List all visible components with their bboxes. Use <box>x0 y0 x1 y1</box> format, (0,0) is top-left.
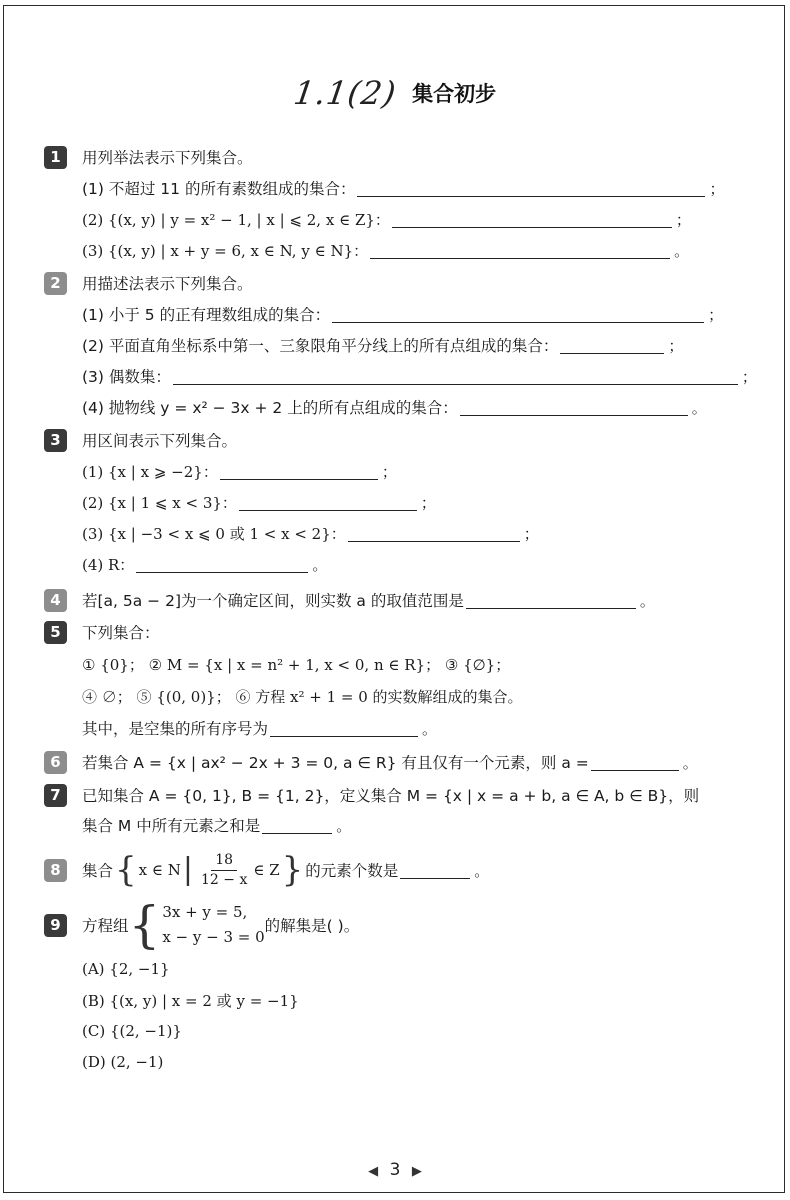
answer-blank[interactable] <box>400 861 470 879</box>
question-8-suffix: 的元素个数是 <box>305 862 399 880</box>
triangle-right-icon: ▶ <box>411 1164 422 1179</box>
equation-system <box>128 896 265 954</box>
item-label: (1) 小于 5 的正有理数组成的集合： <box>82 306 331 324</box>
item-punctuation: 。 <box>691 398 707 417</box>
question-8-prefix: 集合 <box>82 862 114 880</box>
item-punctuation: ； <box>420 493 436 512</box>
answer-blank[interactable] <box>357 179 705 197</box>
option-text: (A) {2, −1} <box>82 960 170 978</box>
question-5-badge: 5 <box>44 621 67 644</box>
item-punctuation: ； <box>709 179 725 198</box>
question-1-item-1 <box>44 175 760 201</box>
question-9-prefix: 方程组 <box>82 917 129 935</box>
question-6 <box>44 749 760 775</box>
item-label: (2) {x | 1 ⩽ x < 3}： <box>82 493 237 512</box>
answer-blank[interactable] <box>466 591 636 609</box>
page-footer <box>0 1160 790 1180</box>
question-2-item-1 <box>44 301 760 327</box>
question-9-option-a[interactable] <box>44 956 760 982</box>
question-7-line-1 <box>44 782 760 808</box>
item-punctuation: ； <box>668 336 684 355</box>
equation-2: x − y − 3 = 0 <box>162 928 265 946</box>
question-7-badge: 7 <box>44 784 67 807</box>
question-5-options-2: ④ ∅； ⑤ {(0, 0)}； ⑥ 方程 x² + 1 = 0 的实数解组成的集合。 <box>82 687 523 706</box>
item-punctuation: 。 <box>474 861 490 880</box>
set-condition: ∈ Z <box>253 861 280 879</box>
item-punctuation: ； <box>708 305 724 324</box>
item-label: (2) {(x, y) | y = x² − 1, | x | ⩽ 2, x ∈ Z}： <box>82 210 390 229</box>
item-punctuation: 。 <box>639 591 655 610</box>
answer-blank[interactable] <box>392 210 672 228</box>
item-punctuation: 。 <box>682 753 698 772</box>
question-9-option-d[interactable] <box>44 1049 760 1075</box>
item-punctuation: 。 <box>674 241 690 260</box>
answer-blank[interactable] <box>270 719 418 737</box>
answer-blank[interactable] <box>136 555 308 573</box>
question-4-text: 若[a, 5a − 2]为一个确定区间，则实数 a 的取值范围是 <box>82 592 464 610</box>
option-text: (D) (2, −1) <box>82 1053 164 1071</box>
item-label: (1) {x | x ⩾ −2}： <box>82 462 218 481</box>
item-punctuation: 。 <box>312 555 328 574</box>
set-bar: | <box>182 852 193 887</box>
question-5-options-1: ① {0}； ② M = {x | x = n² + 1, x < 0, n ∈ R}； ③ {∅}； <box>82 655 511 674</box>
question-5-line-3 <box>44 715 760 741</box>
answer-blank[interactable] <box>348 524 520 542</box>
question-9-badge: 9 <box>44 914 67 937</box>
item-punctuation: ； <box>675 210 691 229</box>
answer-blank[interactable] <box>173 367 738 385</box>
question-4-badge: 4 <box>44 589 67 612</box>
question-9-option-c[interactable] <box>44 1018 760 1044</box>
item-label: (2) 平面直角坐标系中第一、三象限角平分线上的所有点组成的集合： <box>82 337 559 355</box>
question-3-text: 用区间表示下列集合。 <box>82 432 238 450</box>
item-punctuation: ； <box>741 367 757 386</box>
left-brace: { <box>115 850 137 890</box>
item-punctuation: ； <box>523 524 539 543</box>
section-number: 1.1(2) <box>291 74 399 112</box>
question-3-item-2 <box>44 489 760 515</box>
question-6-text: 若集合 A = {x | ax² − 2x + 3 = 0, a ∈ R} 有且仅有一个元素，则 a = <box>82 754 589 772</box>
question-5-prompt: 其中，是空集的所有序号为 <box>82 720 269 738</box>
question-8-badge: 8 <box>44 859 67 882</box>
question-5-line-1 <box>44 651 760 677</box>
triangle-left-icon: ◀ <box>368 1164 379 1179</box>
section-heading: 集合初步 <box>412 82 497 106</box>
answer-blank[interactable] <box>560 336 664 354</box>
question-1-stem <box>44 144 760 170</box>
question-7-line-2 <box>44 812 760 838</box>
question-7-prompt: 集合 M 中所有元素之和是 <box>82 817 261 835</box>
question-7-text: 已知集合 A = {0, 1}, B = {1, 2}，定义集合 M = {x | x = a + b, a ∈ A, b ∈ B}，则 <box>82 787 700 805</box>
item-punctuation: ； <box>381 462 397 481</box>
question-1-badge: 1 <box>44 146 67 169</box>
answer-blank[interactable] <box>262 816 332 834</box>
item-label: (4) R： <box>82 555 135 574</box>
question-5-line-2 <box>44 683 760 709</box>
item-label: (3) {(x, y) | x + y = 6, x ∈ N, y ∈ N}： <box>82 241 369 260</box>
fraction <box>201 851 247 890</box>
fraction-denominator: 12 − x <box>201 871 248 888</box>
question-2-item-3 <box>44 363 760 389</box>
question-9-suffix: 的解集是( )。 <box>264 917 360 935</box>
question-5-text: 下列集合： <box>82 624 160 642</box>
item-label: (3) 偶数集： <box>82 368 171 386</box>
question-6-badge: 6 <box>44 751 67 774</box>
question-9-stem <box>44 898 760 952</box>
question-2-item-4 <box>44 394 760 420</box>
item-punctuation: 。 <box>336 816 352 835</box>
question-2-stem <box>44 270 760 296</box>
question-9-option-b[interactable] <box>44 987 760 1013</box>
option-text: (B) {(x, y) | x = 2 或 y = −1} <box>82 991 299 1010</box>
question-5-stem <box>44 619 760 645</box>
page-number: 3 <box>389 1160 401 1180</box>
right-brace: } <box>281 850 304 890</box>
answer-blank[interactable] <box>460 398 688 416</box>
set-variable: x ∈ N <box>138 861 181 879</box>
answer-blank[interactable] <box>220 462 378 480</box>
system-brace: { <box>128 896 161 954</box>
question-1-text: 用列举法表示下列集合。 <box>82 149 253 167</box>
question-3-item-3 <box>44 520 760 546</box>
question-2-text: 用描述法表示下列集合。 <box>82 275 253 293</box>
option-text: (C) {(2, −1)} <box>82 1022 182 1040</box>
question-3-badge: 3 <box>44 429 67 452</box>
item-label: (4) 抛物线 y = x² − 3x + 2 上的所有点组成的集合： <box>82 399 458 417</box>
question-2-badge: 2 <box>44 272 67 295</box>
question-3-item-4 <box>44 551 760 577</box>
answer-blank[interactable] <box>591 753 679 771</box>
question-8 <box>44 848 760 892</box>
question-1-item-2 <box>44 206 760 232</box>
question-3-stem <box>44 427 760 453</box>
question-3-item-1 <box>44 458 760 484</box>
question-2-item-2 <box>44 332 760 358</box>
answer-blank[interactable] <box>370 241 670 259</box>
equation-1: 3x + y = 5, <box>162 903 248 921</box>
set-builder <box>113 851 305 890</box>
item-label: (3) {x | −3 < x ⩽ 0 或 1 < x < 2}： <box>82 524 346 543</box>
answer-blank[interactable] <box>239 493 417 511</box>
answer-blank[interactable] <box>332 305 704 323</box>
item-label: (1) 不超过 11 的所有素数组成的集合： <box>82 180 356 198</box>
question-1-item-3 <box>44 237 760 263</box>
item-punctuation: 。 <box>422 719 438 738</box>
section-title <box>0 70 790 116</box>
fraction-numerator: 18 <box>211 851 237 871</box>
question-4 <box>44 587 760 613</box>
